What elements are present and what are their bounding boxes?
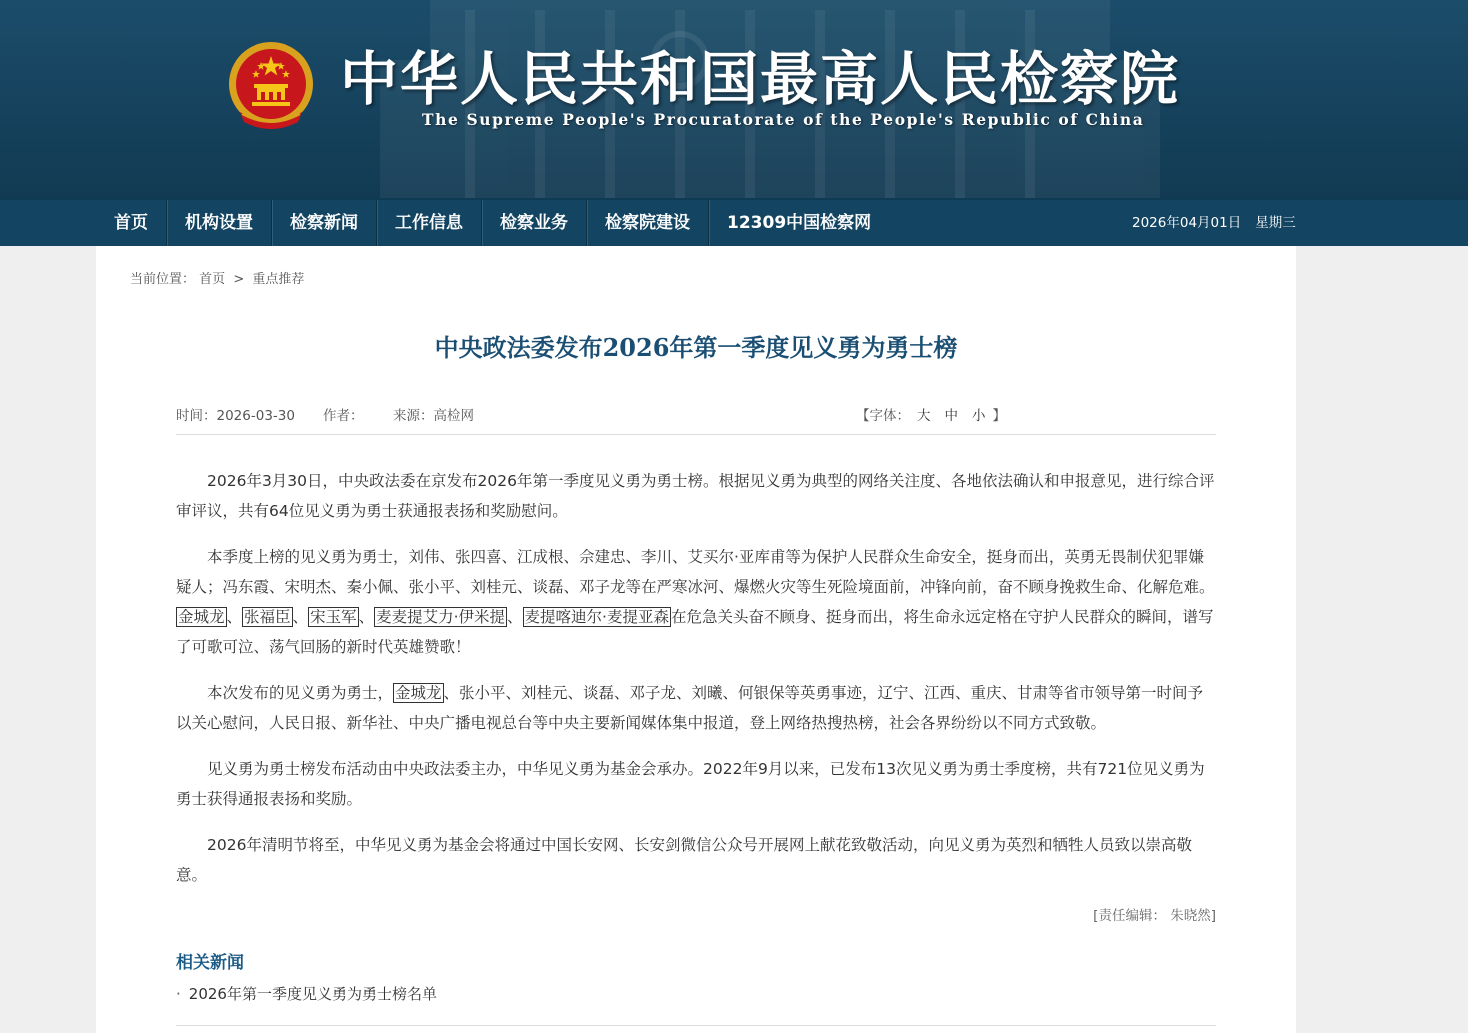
paragraph-1: 2026年3月30日，中央政法委在京发布2026年第一季度见义勇为勇士榜。根据见义勇为典型的网络关注度、各地依法确认和申报意见，进行综合评审评议，共有64位见义勇为勇士获通报表扬和奖励慰问。 bbox=[176, 472, 1215, 520]
site-subtitle: The Supreme People's Procuratorate of the People's Republic of China bbox=[422, 110, 1145, 129]
article-body bbox=[176, 466, 1216, 906]
nav-item-12309[interactable]: 12309中国检察网 bbox=[727, 213, 872, 233]
paragraph-4: 见义勇为勇士榜发布活动由中央政法委主办，中华见义勇为基金会承办。2022年9月以来，已发布13次见义勇为勇士季度榜，共有721位见义勇为勇士获得通报表扬和奖励。 bbox=[176, 760, 1205, 808]
responsible-editor: [责任编辑： 朱晓然] bbox=[1093, 908, 1216, 924]
nav-item-news[interactable]: 检察新闻 bbox=[272, 200, 377, 246]
meta-time-label: 时间： bbox=[176, 408, 217, 424]
date-text: 2026年04月01日 bbox=[1132, 215, 1242, 231]
meta-author-label: 作者： bbox=[323, 408, 364, 424]
nav-item-construction[interactable]: 检察院建设 bbox=[587, 200, 709, 246]
meta-time bbox=[176, 404, 295, 424]
breadcrumb-separator: > bbox=[233, 272, 245, 287]
article-title: 中央政法委发布2026年第一季度见义勇为勇士榜 bbox=[434, 333, 958, 362]
nav-item-work-info[interactable]: 工作信息 bbox=[377, 200, 482, 246]
separator: 、 bbox=[226, 608, 243, 626]
current-date bbox=[1132, 200, 1296, 246]
highlighted-name: 麦提喀迪尔·麦提亚森 bbox=[524, 608, 669, 626]
breadcrumb-home-link[interactable]: 首页 bbox=[199, 272, 226, 287]
font-size-control bbox=[856, 404, 1006, 424]
paragraph-2-text-b: 在危急关头奋不顾身、挺身而出，将生命永远定格在守护人民群众的瞬间，谱写了可歌可泣、荡气回肠的新时代英雄赞歌！ bbox=[176, 608, 1214, 656]
nav-item-business[interactable]: 检察业务 bbox=[482, 200, 587, 246]
highlighted-name: 金城龙 bbox=[178, 608, 225, 626]
nav-item-organization[interactable]: 机构设置 bbox=[167, 200, 272, 246]
font-size-close: 】 bbox=[992, 408, 1006, 424]
font-size-label: 【字体： bbox=[856, 408, 910, 424]
paragraph-2-text-a: 本季度上榜的见义勇为勇士，刘伟、张四喜、江成根、佘建忠、李川、艾买尔·亚库甫等为保护人民群众生命安全，挺身而出，英勇无畏制伏犯罪嫌疑人；冯东霞、宋明杰、秦小佩、张小平、刘桂元、谈磊、邓子龙等在严寒冰河、爆燃火灾等生死险境面前，冲锋向前，奋不顾身挽救生命、化解危难。 bbox=[176, 548, 1215, 596]
weekday-text: 星期三 bbox=[1255, 215, 1296, 231]
paragraph-3-text-b: 、张小平、刘桂元、谈磊、邓子龙、刘曦、何银保等英勇事迹，辽宁、江西、重庆、甘肃等省市领导第一时间予以关心慰问，人民日报、新华社、中央广播电视总台等中央主要新闻媒体集中报道，登上网络热搜热榜，社会各界纷纷以不同方式致敬。 bbox=[176, 684, 1204, 732]
meta-source-value: 高检网 bbox=[433, 408, 474, 424]
article-meta bbox=[176, 404, 1216, 435]
national-emblem-icon bbox=[228, 40, 314, 134]
meta-source-label: 来源： bbox=[393, 408, 434, 424]
bullet-icon: · bbox=[176, 985, 181, 1003]
font-small-button[interactable]: 小 bbox=[972, 408, 986, 424]
breadcrumb bbox=[130, 268, 304, 287]
nav-item-home[interactable]: 首页 bbox=[96, 200, 167, 246]
site-banner bbox=[0, 0, 1468, 198]
highlighted-name: 张福臣 bbox=[244, 608, 291, 626]
nav-items bbox=[96, 200, 889, 246]
font-medium-button[interactable]: 中 bbox=[944, 408, 958, 424]
main-nav bbox=[0, 198, 1468, 246]
site-title: 中华人民共和国最高人民检察院 bbox=[340, 45, 1181, 113]
related-news-title: 相关新闻 bbox=[176, 953, 244, 973]
meta-source bbox=[393, 404, 474, 424]
related-news-item-label: 2026年第一季度见义勇为勇士榜名单 bbox=[188, 985, 437, 1003]
separator: 、 bbox=[292, 608, 309, 626]
highlighted-name: 金城龙 bbox=[395, 684, 442, 702]
highlighted-name: 宋玉军 bbox=[310, 608, 357, 626]
content-panel bbox=[96, 246, 1296, 1033]
highlighted-name: 麦麦提艾力·伊米提 bbox=[376, 608, 506, 626]
breadcrumb-label: 当前位置： bbox=[130, 272, 196, 287]
separator: 、 bbox=[507, 608, 523, 626]
font-large-button[interactable]: 大 bbox=[917, 408, 931, 424]
paragraph-2 bbox=[176, 542, 1216, 662]
paragraph-3-text-a: 本次发布的见义勇为勇士， bbox=[207, 684, 394, 702]
related-news-list bbox=[176, 983, 1216, 1026]
related-news-item[interactable] bbox=[176, 983, 1216, 1004]
separator: 、 bbox=[358, 608, 375, 626]
meta-time-value: 2026-03-30 bbox=[216, 408, 295, 424]
paragraph-3 bbox=[176, 678, 1216, 738]
breadcrumb-current-link[interactable]: 重点推荐 bbox=[252, 272, 305, 287]
paragraph-5: 2026年清明节将至，中华见义勇为基金会将通过中国长安网、长安剑微信公众号开展网上献花致敬活动，向见义勇为英烈和牺牲人员致以崇高敬意。 bbox=[176, 836, 1192, 884]
